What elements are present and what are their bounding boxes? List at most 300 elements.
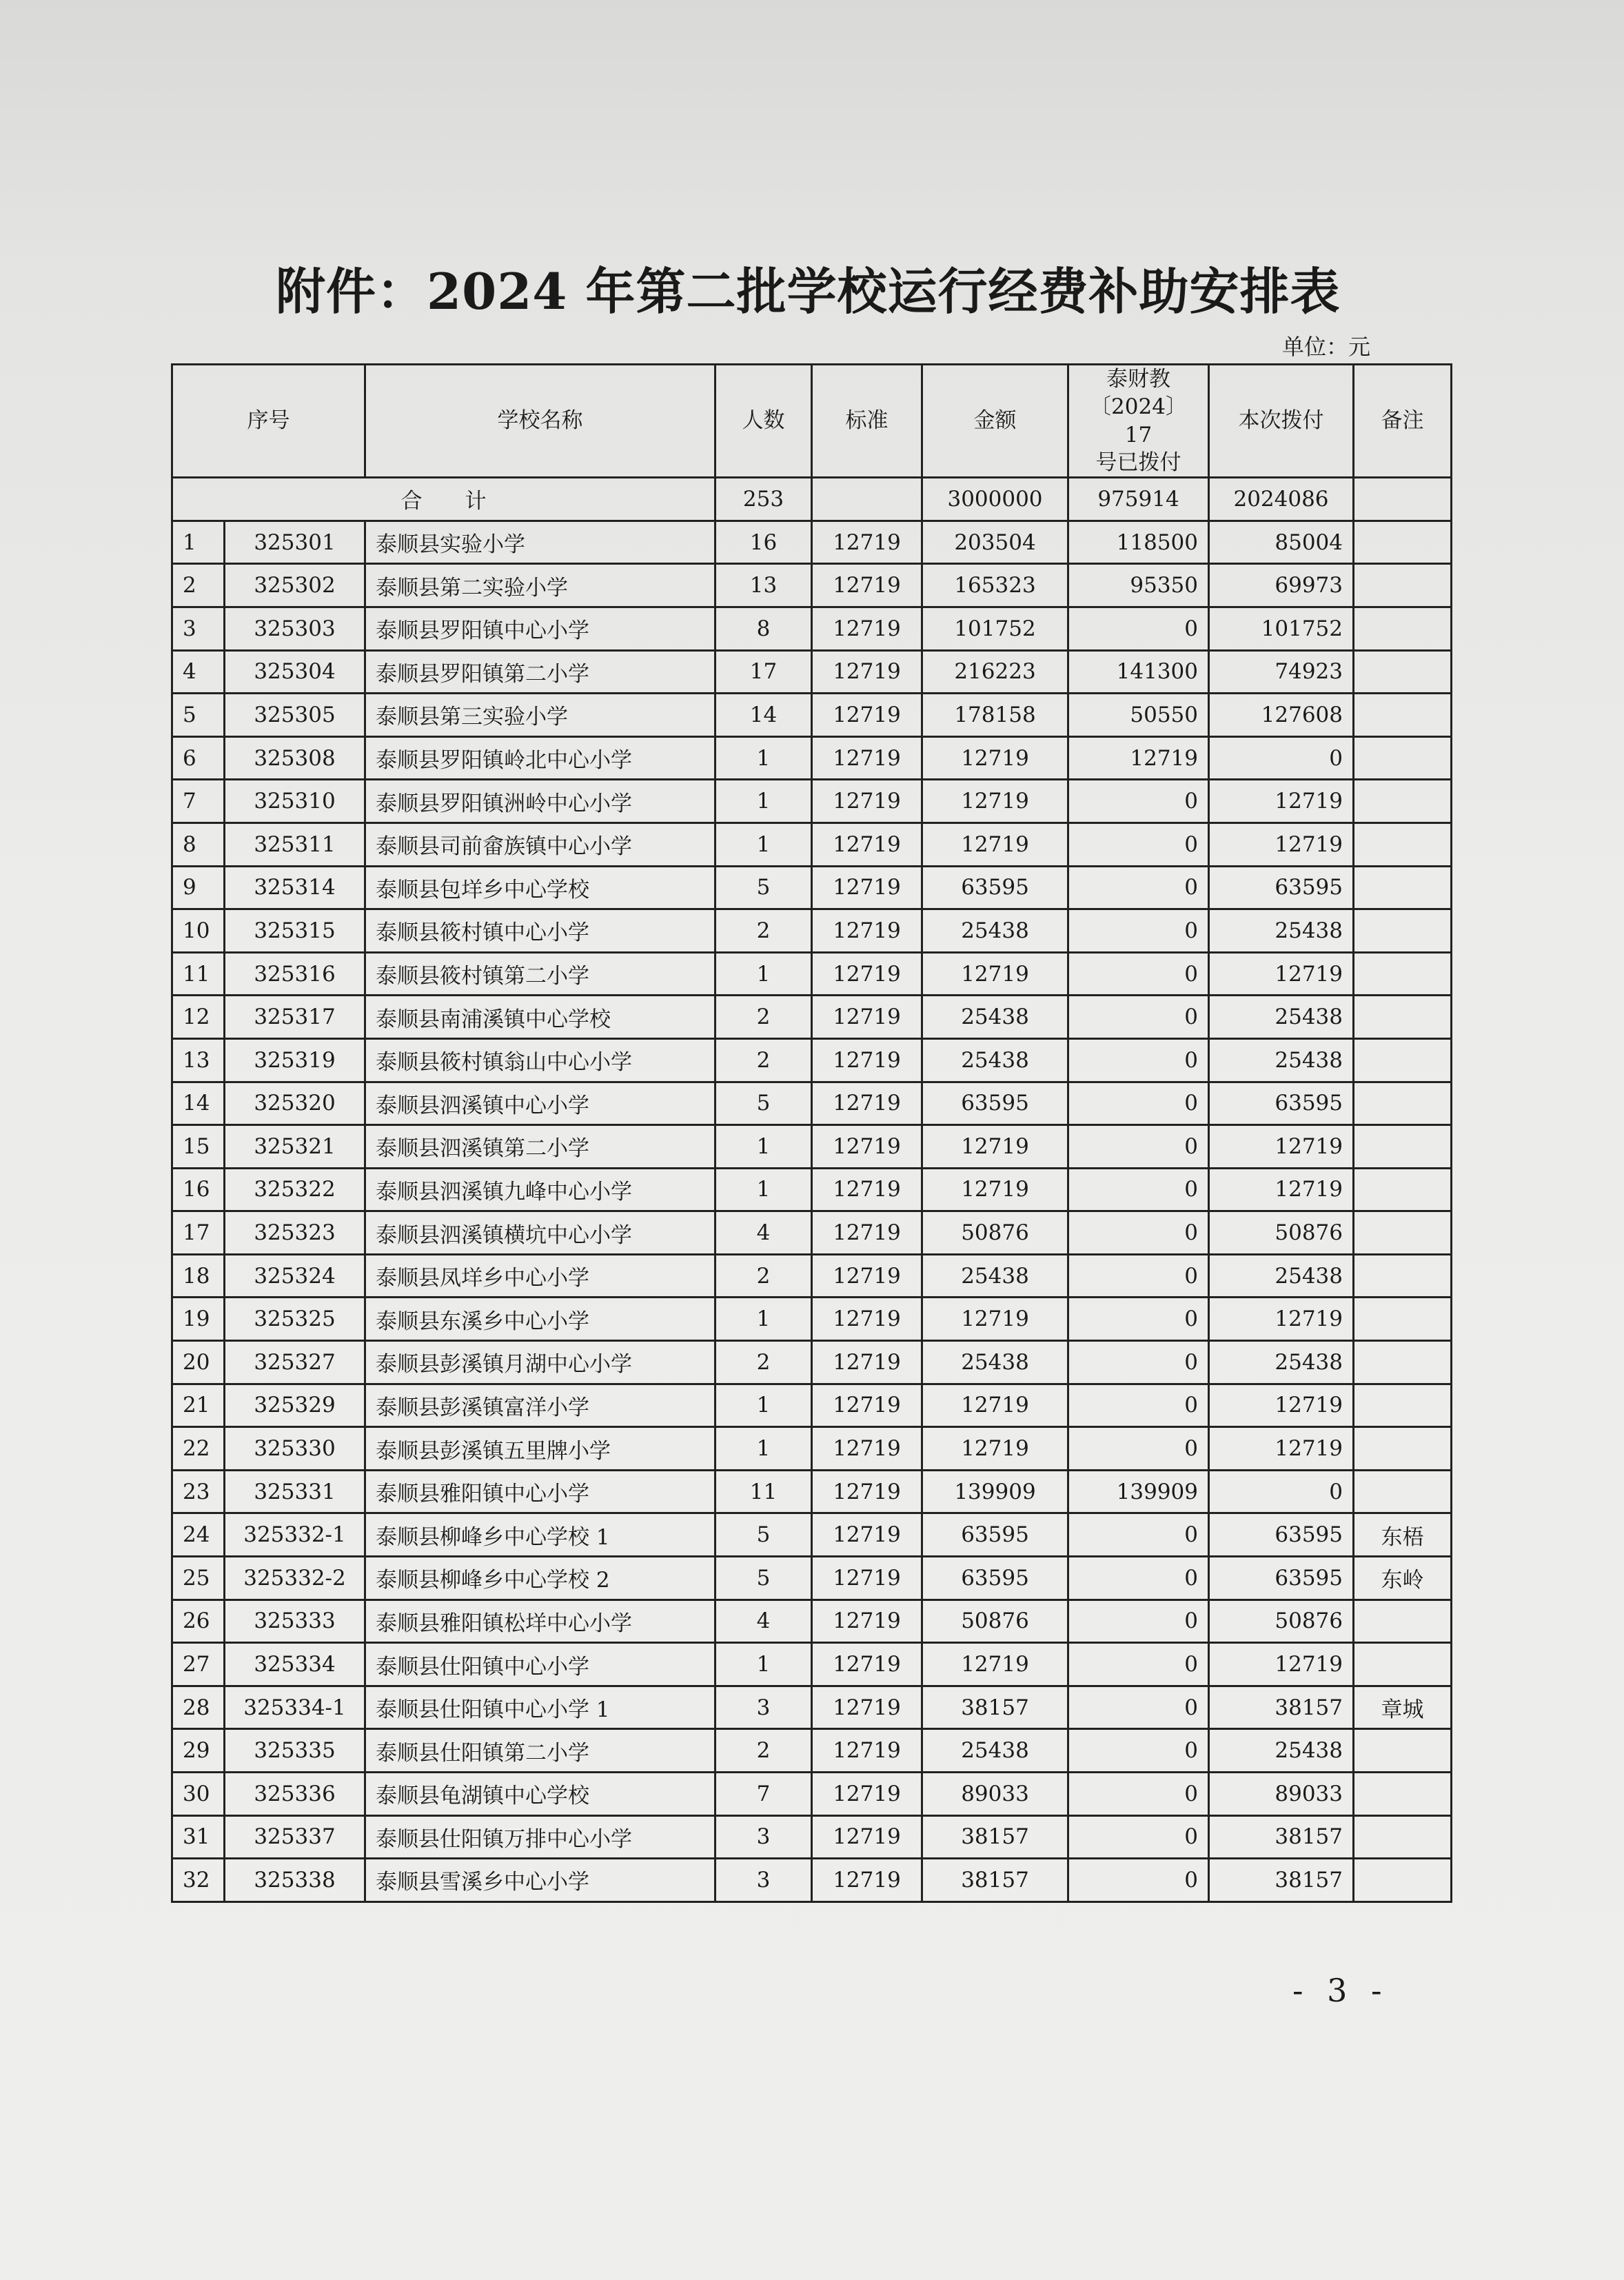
total-amount-cell: 63595: [922, 866, 1068, 909]
school-code: 325337: [225, 1815, 365, 1859]
header-seq: 序号: [172, 365, 365, 478]
note-cell: [1354, 996, 1452, 1039]
standard-amount: 12719: [812, 1384, 922, 1427]
school-name: 泰顺县罗阳镇洲岭中心小学: [365, 780, 715, 823]
standard-amount: 12719: [812, 952, 922, 996]
people-count: 16: [715, 521, 812, 564]
standard-amount: 12719: [812, 1254, 922, 1298]
standard-amount: 12719: [812, 1082, 922, 1125]
total-amount-cell: 203504: [922, 521, 1068, 564]
standard-amount: 12719: [812, 1643, 922, 1686]
row-number: 9: [172, 866, 225, 909]
standard-amount: 12719: [812, 1773, 922, 1816]
school-name: 泰顺县彭溪镇富洋小学: [365, 1384, 715, 1427]
row-number: 29: [172, 1729, 225, 1773]
standard-amount: 12719: [812, 823, 922, 866]
people-count: 1: [715, 952, 812, 996]
this-time-amount: 12719: [1209, 1298, 1354, 1341]
school-code: 325305: [225, 694, 365, 737]
row-number: 20: [172, 1341, 225, 1384]
row-number: 8: [172, 823, 225, 866]
paid-amount: 12719: [1068, 736, 1209, 780]
header-paid-line3: 号已拨付: [1095, 450, 1181, 475]
school-code: 325325: [225, 1298, 365, 1341]
standard-amount: 12719: [812, 1600, 922, 1643]
table-row: [172, 1341, 1452, 1384]
paid-amount: 0: [1068, 1513, 1209, 1557]
school-name: 泰顺县泗溪镇第二小学: [365, 1125, 715, 1169]
paid-amount: 0: [1068, 607, 1209, 650]
school-code: 325311: [225, 823, 365, 866]
table-row: [172, 607, 1452, 650]
total-amount-cell: 139909: [922, 1470, 1068, 1513]
note-cell: [1354, 650, 1452, 694]
people-count: 1: [715, 1168, 812, 1211]
note-cell: [1354, 564, 1452, 607]
table-row: [172, 1686, 1452, 1729]
standard-amount: 12719: [812, 996, 922, 1039]
header-people: 人数: [715, 365, 812, 478]
school-name: 泰顺县柳峰乡中心学校 1: [365, 1513, 715, 1557]
this-time-amount: 85004: [1209, 521, 1354, 564]
school-code: 325315: [225, 909, 365, 953]
people-count: 11: [715, 1470, 812, 1513]
standard-amount: 12719: [812, 1038, 922, 1082]
note-cell: [1354, 1427, 1452, 1471]
school-code: 325301: [225, 521, 365, 564]
school-code: 325319: [225, 1038, 365, 1082]
row-number: 12: [172, 996, 225, 1039]
this-time-amount: 12719: [1209, 1168, 1354, 1211]
paid-amount: 0: [1068, 1384, 1209, 1427]
this-time-amount: 50876: [1209, 1600, 1354, 1643]
row-number: 22: [172, 1427, 225, 1471]
table-row: [172, 1168, 1452, 1211]
school-name: 泰顺县筱村镇第二小学: [365, 952, 715, 996]
total-amount-cell: 12719: [922, 823, 1068, 866]
school-code: 325334: [225, 1643, 365, 1686]
people-count: 2: [715, 1341, 812, 1384]
header-amount: 金额: [922, 365, 1068, 478]
school-name: 泰顺县第二实验小学: [365, 564, 715, 607]
paid-amount: 0: [1068, 1254, 1209, 1298]
school-code: 325338: [225, 1859, 365, 1902]
school-name: 泰顺县仕阳镇第二小学: [365, 1729, 715, 1773]
this-time-amount: 50876: [1209, 1211, 1354, 1255]
table-row: [172, 650, 1452, 694]
school-code: 325333: [225, 1600, 365, 1643]
standard-amount: 12719: [812, 1557, 922, 1600]
people-count: 2: [715, 1038, 812, 1082]
total-amount-cell: 50876: [922, 1600, 1068, 1643]
row-number: 32: [172, 1859, 225, 1902]
paid-amount: 0: [1068, 866, 1209, 909]
table-row: [172, 1125, 1452, 1169]
school-name: 泰顺县雅阳镇中心小学: [365, 1470, 715, 1513]
table-row: [172, 866, 1452, 909]
row-number: 3: [172, 607, 225, 650]
school-name: 泰顺县司前畲族镇中心小学: [365, 823, 715, 866]
paid-amount: 0: [1068, 1125, 1209, 1169]
table-row: [172, 1427, 1452, 1471]
row-number: 10: [172, 909, 225, 953]
row-number: 13: [172, 1038, 225, 1082]
header-this-time: 本次拨付: [1209, 365, 1354, 478]
school-name: 泰顺县仕阳镇万排中心小学: [365, 1815, 715, 1859]
this-time-amount: 12719: [1209, 1427, 1354, 1471]
total-amount-cell: 12719: [922, 1427, 1068, 1471]
table-row: [172, 952, 1452, 996]
table-row: [172, 521, 1452, 564]
this-time-amount: 38157: [1209, 1686, 1354, 1729]
school-code: 325304: [225, 650, 365, 694]
total-amount: 3000000: [922, 478, 1068, 521]
row-number: 27: [172, 1643, 225, 1686]
this-time-amount: 12719: [1209, 1125, 1354, 1169]
total-amount-cell: 12719: [922, 1384, 1068, 1427]
standard-amount: 12719: [812, 780, 922, 823]
paid-amount: 0: [1068, 780, 1209, 823]
this-time-amount: 25438: [1209, 996, 1354, 1039]
school-code: 325314: [225, 866, 365, 909]
school-name: 泰顺县仕阳镇中心小学 1: [365, 1686, 715, 1729]
header-paid: [1068, 365, 1209, 478]
paid-amount: 0: [1068, 1038, 1209, 1082]
paid-amount: 0: [1068, 1729, 1209, 1773]
table-row: [172, 1038, 1452, 1082]
school-name: 泰顺县仕阳镇中心小学: [365, 1643, 715, 1686]
total-amount-cell: 38157: [922, 1859, 1068, 1902]
total-people: 253: [715, 478, 812, 521]
note-cell: [1354, 736, 1452, 780]
standard-amount: 12719: [812, 736, 922, 780]
school-code: 325303: [225, 607, 365, 650]
school-name: 泰顺县彭溪镇五里牌小学: [365, 1427, 715, 1471]
table-row: [172, 1254, 1452, 1298]
note-cell: [1354, 866, 1452, 909]
school-code: 325324: [225, 1254, 365, 1298]
people-count: 1: [715, 1125, 812, 1169]
school-name: 泰顺县筱村镇中心小学: [365, 909, 715, 953]
total-amount-cell: 12719: [922, 736, 1068, 780]
this-time-amount: 25438: [1209, 1254, 1354, 1298]
school-name: 泰顺县东溪乡中心小学: [365, 1298, 715, 1341]
note-cell: [1354, 1859, 1452, 1902]
people-count: 5: [715, 1557, 812, 1600]
table-row: [172, 1859, 1452, 1902]
people-count: 13: [715, 564, 812, 607]
this-time-amount: 12719: [1209, 952, 1354, 996]
note-cell: [1354, 1600, 1452, 1643]
school-name: 泰顺县实验小学: [365, 521, 715, 564]
people-count: 8: [715, 607, 812, 650]
note-cell: 章城: [1354, 1686, 1452, 1729]
total-amount-cell: 25438: [922, 1038, 1068, 1082]
row-number: 5: [172, 694, 225, 737]
note-cell: [1354, 1470, 1452, 1513]
paid-amount: 0: [1068, 1427, 1209, 1471]
people-count: 1: [715, 1643, 812, 1686]
this-time-amount: 12719: [1209, 780, 1354, 823]
this-time-amount: 101752: [1209, 607, 1354, 650]
row-number: 28: [172, 1686, 225, 1729]
row-number: 17: [172, 1211, 225, 1255]
table-row: [172, 1773, 1452, 1816]
school-name: 泰顺县凤垟乡中心小学: [365, 1254, 715, 1298]
people-count: 3: [715, 1859, 812, 1902]
people-count: 1: [715, 1298, 812, 1341]
this-time-amount: 38157: [1209, 1815, 1354, 1859]
people-count: 2: [715, 1254, 812, 1298]
note-cell: [1354, 694, 1452, 737]
total-note: [1354, 478, 1452, 521]
note-cell: [1354, 1773, 1452, 1816]
total-amount-cell: 89033: [922, 1773, 1068, 1816]
standard-amount: 12719: [812, 1168, 922, 1211]
people-count: 5: [715, 1082, 812, 1125]
total-label: 合 计: [172, 478, 715, 521]
table-row: [172, 564, 1452, 607]
standard-amount: 12719: [812, 1815, 922, 1859]
people-count: 5: [715, 866, 812, 909]
people-count: 3: [715, 1686, 812, 1729]
standard-amount: 12719: [812, 564, 922, 607]
table-row: [172, 996, 1452, 1039]
paid-amount: 0: [1068, 1815, 1209, 1859]
school-code: 325317: [225, 996, 365, 1039]
note-cell: [1354, 1082, 1452, 1125]
this-time-amount: 25438: [1209, 909, 1354, 953]
school-name: 泰顺县泗溪镇九峰中心小学: [365, 1168, 715, 1211]
this-time-amount: 69973: [1209, 564, 1354, 607]
total-amount-cell: 25438: [922, 1341, 1068, 1384]
note-cell: [1354, 1298, 1452, 1341]
note-cell: [1354, 1125, 1452, 1169]
paid-amount: 118500: [1068, 521, 1209, 564]
row-number: 18: [172, 1254, 225, 1298]
school-name: 泰顺县罗阳镇中心小学: [365, 607, 715, 650]
paid-amount: 0: [1068, 1686, 1209, 1729]
standard-amount: 12719: [812, 1427, 922, 1471]
table-row: [172, 1211, 1452, 1255]
page-number: - 3 -: [1292, 1972, 1389, 2009]
standard-amount: 12719: [812, 1513, 922, 1557]
row-number: 4: [172, 650, 225, 694]
note-cell: [1354, 521, 1452, 564]
school-code: 325321: [225, 1125, 365, 1169]
school-name: 泰顺县龟湖镇中心学校: [365, 1773, 715, 1816]
subsidy-table: [171, 363, 1452, 1903]
note-cell: [1354, 780, 1452, 823]
total-standard: [812, 478, 922, 521]
total-amount-cell: 63595: [922, 1082, 1068, 1125]
this-time-amount: 0: [1209, 736, 1354, 780]
this-time-amount: 74923: [1209, 650, 1354, 694]
standard-amount: 12719: [812, 1298, 922, 1341]
row-number: 15: [172, 1125, 225, 1169]
note-cell: [1354, 1038, 1452, 1082]
paid-amount: 0: [1068, 1600, 1209, 1643]
school-code: 325332-2: [225, 1557, 365, 1600]
paid-amount: 0: [1068, 1168, 1209, 1211]
paid-amount: 0: [1068, 1773, 1209, 1816]
people-count: 14: [715, 694, 812, 737]
note-cell: [1354, 1729, 1452, 1773]
table-row: [172, 780, 1452, 823]
total-amount-cell: 63595: [922, 1557, 1068, 1600]
people-count: 5: [715, 1513, 812, 1557]
table-row: [172, 1470, 1452, 1513]
note-cell: 东岭: [1354, 1557, 1452, 1600]
row-number: 23: [172, 1470, 225, 1513]
total-this-time: 2024086: [1209, 478, 1354, 521]
header-row: [172, 365, 1452, 478]
total-amount-cell: 178158: [922, 694, 1068, 737]
note-cell: [1354, 1168, 1452, 1211]
table-row: [172, 736, 1452, 780]
this-time-amount: 63595: [1209, 866, 1354, 909]
standard-amount: 12719: [812, 1211, 922, 1255]
school-code: 325331: [225, 1470, 365, 1513]
this-time-amount: 0: [1209, 1470, 1354, 1513]
people-count: 1: [715, 1384, 812, 1427]
school-name: 泰顺县罗阳镇岭北中心小学: [365, 736, 715, 780]
row-number: 31: [172, 1815, 225, 1859]
note-cell: [1354, 607, 1452, 650]
school-code: 325322: [225, 1168, 365, 1211]
school-name: 泰顺县包垟乡中心学校: [365, 866, 715, 909]
row-number: 26: [172, 1600, 225, 1643]
total-amount-cell: 101752: [922, 607, 1068, 650]
row-number: 25: [172, 1557, 225, 1600]
header-note: 备注: [1354, 365, 1452, 478]
total-amount-cell: 38157: [922, 1686, 1068, 1729]
total-amount-cell: 38157: [922, 1815, 1068, 1859]
table-row: [172, 1384, 1452, 1427]
table-row: [172, 1082, 1452, 1125]
paid-amount: 95350: [1068, 564, 1209, 607]
unit-label: 单位：元: [1282, 334, 1371, 360]
this-time-amount: 12719: [1209, 1643, 1354, 1686]
paid-amount: 139909: [1068, 1470, 1209, 1513]
school-code: 325332-1: [225, 1513, 365, 1557]
this-time-amount: 25438: [1209, 1341, 1354, 1384]
table-row: [172, 1557, 1452, 1600]
this-time-amount: 89033: [1209, 1773, 1354, 1816]
note-cell: [1354, 909, 1452, 953]
note-cell: [1354, 952, 1452, 996]
standard-amount: 12719: [812, 650, 922, 694]
note-cell: [1354, 1341, 1452, 1384]
total-amount-cell: 165323: [922, 564, 1068, 607]
school-name: 泰顺县彭溪镇月湖中心小学: [365, 1341, 715, 1384]
header-paid-line2: 〔2024〕17: [1090, 394, 1187, 447]
note-cell: [1354, 1384, 1452, 1427]
total-amount-cell: 12719: [922, 1643, 1068, 1686]
people-count: 1: [715, 823, 812, 866]
note-cell: 东梧: [1354, 1513, 1452, 1557]
paid-amount: 0: [1068, 909, 1209, 953]
header-standard: 标准: [812, 365, 922, 478]
paid-amount: 0: [1068, 823, 1209, 866]
note-cell: [1354, 823, 1452, 866]
note-cell: [1354, 1643, 1452, 1686]
row-number: 30: [172, 1773, 225, 1816]
school-name: 泰顺县南浦溪镇中心学校: [365, 996, 715, 1039]
paid-amount: 0: [1068, 1859, 1209, 1902]
this-time-amount: 12719: [1209, 823, 1354, 866]
standard-amount: 12719: [812, 866, 922, 909]
total-amount-cell: 25438: [922, 909, 1068, 953]
total-paid: 975914: [1068, 478, 1209, 521]
standard-amount: 12719: [812, 607, 922, 650]
standard-amount: 12719: [812, 1341, 922, 1384]
school-code: 325329: [225, 1384, 365, 1427]
total-amount-cell: 25438: [922, 1254, 1068, 1298]
school-code: 325323: [225, 1211, 365, 1255]
standard-amount: 12719: [812, 1686, 922, 1729]
row-number: 7: [172, 780, 225, 823]
school-name: 泰顺县柳峰乡中心学校 2: [365, 1557, 715, 1600]
paid-amount: 0: [1068, 1082, 1209, 1125]
paid-amount: 0: [1068, 1298, 1209, 1341]
table-row: [172, 694, 1452, 737]
school-name: 泰顺县泗溪镇横坑中心小学: [365, 1211, 715, 1255]
note-cell: [1354, 1815, 1452, 1859]
people-count: 7: [715, 1773, 812, 1816]
this-time-amount: 63595: [1209, 1513, 1354, 1557]
school-code: 325334-1: [225, 1686, 365, 1729]
this-time-amount: 127608: [1209, 694, 1354, 737]
table-row: [172, 1643, 1452, 1686]
total-row: [172, 478, 1452, 521]
table-row: [172, 909, 1452, 953]
document-title: 附件：2024 年第二批学校运行经费补助安排表: [276, 262, 1341, 321]
table-row: [172, 1513, 1452, 1557]
paid-amount: 0: [1068, 1211, 1209, 1255]
school-code: 325310: [225, 780, 365, 823]
total-amount-cell: 12719: [922, 1298, 1068, 1341]
paid-amount: 0: [1068, 1643, 1209, 1686]
total-amount-cell: 25438: [922, 1729, 1068, 1773]
row-number: 11: [172, 952, 225, 996]
standard-amount: 12719: [812, 1859, 922, 1902]
school-name: 泰顺县筱村镇翁山中心小学: [365, 1038, 715, 1082]
school-name: 泰顺县泗溪镇中心小学: [365, 1082, 715, 1125]
header-paid-line1: 泰财教: [1106, 367, 1170, 392]
table-row: [172, 823, 1452, 866]
row-number: 14: [172, 1082, 225, 1125]
total-amount-cell: 12719: [922, 952, 1068, 996]
standard-amount: 12719: [812, 1729, 922, 1773]
school-code: 325335: [225, 1729, 365, 1773]
school-code: 325308: [225, 736, 365, 780]
row-number: 16: [172, 1168, 225, 1211]
row-number: 2: [172, 564, 225, 607]
people-count: 1: [715, 736, 812, 780]
row-number: 19: [172, 1298, 225, 1341]
table-row: [172, 1729, 1452, 1773]
people-count: 1: [715, 780, 812, 823]
people-count: 4: [715, 1211, 812, 1255]
people-count: 1: [715, 1427, 812, 1471]
this-time-amount: 63595: [1209, 1557, 1354, 1600]
note-cell: [1354, 1211, 1452, 1255]
paid-amount: 50550: [1068, 694, 1209, 737]
row-number: 24: [172, 1513, 225, 1557]
total-amount-cell: 12719: [922, 1125, 1068, 1169]
school-name: 泰顺县雅阳镇松垟中心小学: [365, 1600, 715, 1643]
